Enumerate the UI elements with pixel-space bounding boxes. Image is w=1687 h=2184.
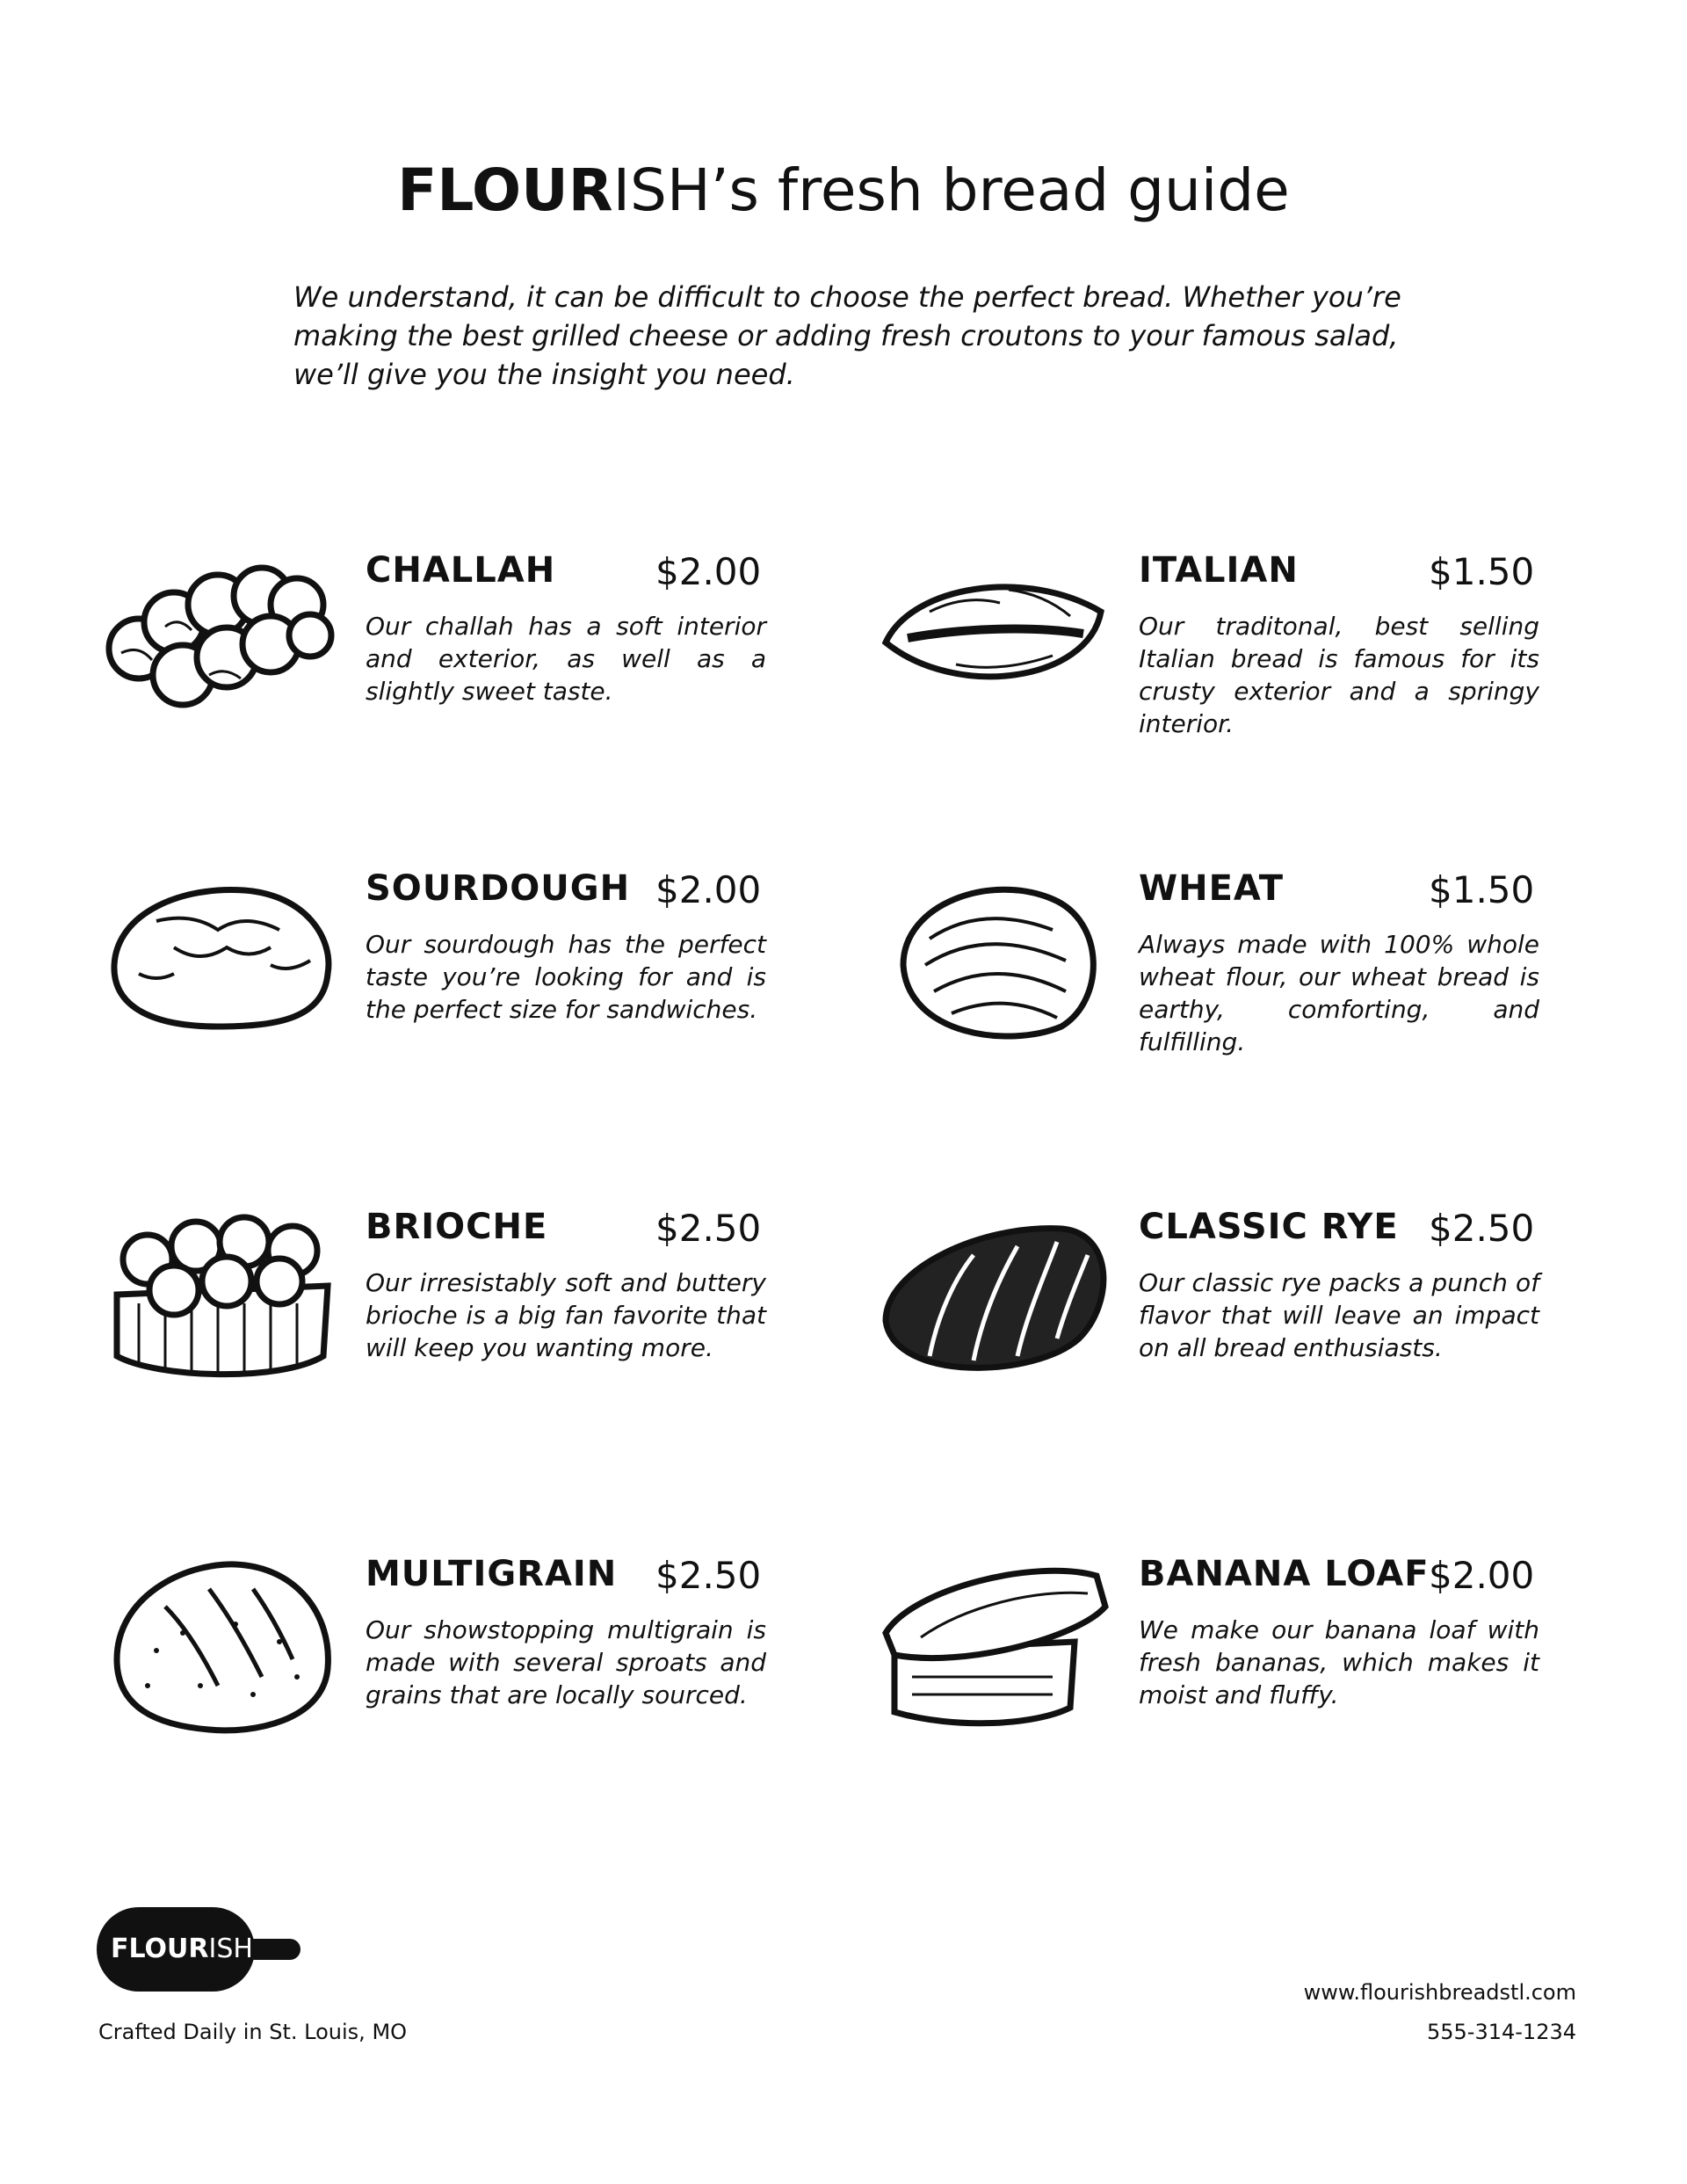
multigrain-icon	[104, 1554, 341, 1738]
title-brand-regular: ISH	[612, 156, 711, 224]
intro-line: We understand, it can be difficult to choose the perfect bread. Whether you’re	[293, 280, 1401, 314]
bread-description: Always made with 100% whole wheat flour, our wheat bread is earthy, comforting, and fulfilling.	[1139, 930, 1539, 1056]
bread-item-brioche	[104, 1207, 912, 1470]
footer-tagline: Crafted Daily in St. Louis, MO	[98, 2020, 408, 2044]
bread-item-wheat	[877, 868, 1685, 1132]
bread-name: WHEAT	[1139, 868, 1285, 909]
footer-phone: 555-314-1234	[1426, 2020, 1576, 2044]
bread-description: Our sourdough has the perfect taste you’re looking for and is the perfect size for sandwiches.	[366, 930, 766, 1024]
bread-item-classic-rye	[877, 1207, 1685, 1470]
intro-paragraph	[293, 278, 1418, 394]
bread-description: Our showstopping multigrain is made with several sproats and grains that are locally sourced.	[366, 1615, 766, 1709]
intro-line: we’ll give you the insight you need.	[293, 358, 795, 391]
bread-price: $2.00	[655, 550, 762, 593]
rye-bread-icon	[877, 1207, 1114, 1391]
bread-price: $2.00	[1429, 1554, 1535, 1597]
intro-line: making the best grilled cheese or adding fresh croutons to your famous salad,	[293, 319, 1399, 352]
bread-name: CHALLAH	[366, 550, 556, 591]
bread-price: $1.50	[1429, 550, 1535, 593]
bread-price: $1.50	[1429, 868, 1535, 911]
italian-bread-icon	[877, 550, 1114, 735]
challah-icon	[104, 543, 341, 728]
bread-price: $2.00	[655, 868, 762, 911]
bread-name: ITALIAN	[1139, 550, 1299, 591]
bread-item-sourdough	[104, 868, 912, 1132]
bread-name: BRIOCHE	[366, 1207, 548, 1247]
page-title	[0, 156, 1687, 224]
wheat-bread-icon	[877, 868, 1114, 1053]
bread-name: MULTIGRAIN	[366, 1554, 618, 1594]
bread-price: $2.50	[655, 1554, 762, 1597]
bread-item-banana-loaf	[877, 1554, 1685, 1818]
footer-website-link[interactable]: www.flourishbreadstl.com	[1303, 1980, 1576, 2005]
bread-description: Our classic rye packs a punch of flavor that will leave an impact on all bread enthusiasts.	[1139, 1268, 1539, 1362]
bread-price: $2.50	[655, 1207, 762, 1250]
bread-name: BANANA LOAF	[1139, 1554, 1430, 1594]
bread-name: SOURDOUGH	[366, 868, 631, 909]
logo-wordmark: FLOURISH	[111, 1934, 253, 1964]
bread-item-italian	[877, 550, 1685, 814]
bread-description: We make our banana loaf with fresh bananas, which makes it moist and fluffy.	[1139, 1615, 1539, 1709]
sourdough-icon	[104, 868, 341, 1053]
footer-logo	[97, 1907, 325, 1992]
bread-description: Our traditonal, best selling Italian bread is famous for its crusty exterior and a springy interior.	[1139, 612, 1539, 738]
title-rest: ’s fresh bread guide	[710, 156, 1290, 224]
title-brand-bold: FLOUR	[397, 156, 613, 224]
bread-name: CLASSIC RYE	[1139, 1207, 1399, 1247]
bread-description: Our irresistably soft and buttery brioche is a big fan favorite that will keep you wanting more.	[366, 1268, 766, 1362]
brioche-icon	[104, 1207, 341, 1391]
banana-loaf-icon	[877, 1554, 1114, 1738]
bread-description: Our challah has a soft interior and exterior, as well as a slightly sweet taste.	[366, 612, 766, 706]
bread-item-multigrain	[104, 1554, 912, 1818]
bread-item-challah	[104, 550, 912, 814]
bread-price: $2.50	[1429, 1207, 1535, 1250]
